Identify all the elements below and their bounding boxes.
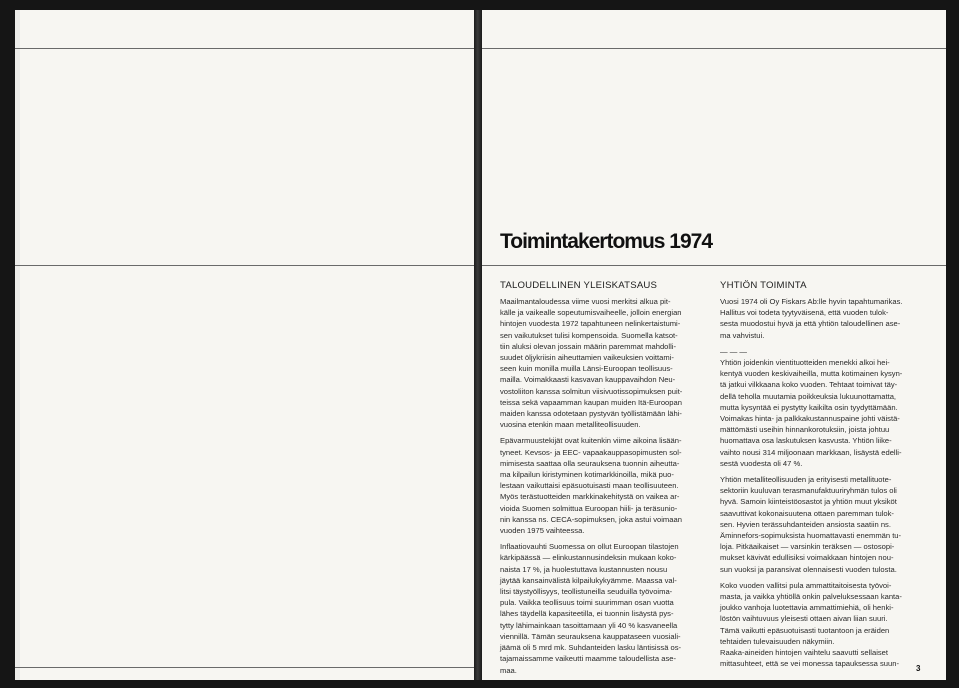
column-company-operations xyxy=(720,280,925,675)
left-bottom-rule xyxy=(15,667,474,668)
page-number: 3 xyxy=(916,664,921,673)
section-heading-economic-overview: TALOUDELLINEN YLEISKATSAUS xyxy=(500,280,658,291)
left-middle-rule xyxy=(15,265,474,266)
book-gutter xyxy=(474,10,482,680)
left-top-rule xyxy=(15,48,474,49)
right-middle-rule xyxy=(482,265,946,266)
paragraph: Epävarmuustekijät ovat kuitenkin viime aikoina lisään- tyneet. Kevsos- ja EEC- vapaakauppasopimusten sol- mimisesta saattaa olla seurauksena tuonnin aiheutta- ma kilpailun kiristyminen kotimarkkinoilla, mikä puo- lestaan vaikuttaisi epäsuotuisasti maan teollisuuteen. Myös terästuotteiden markkinakehitystä on vaikea ar- vioida Suomen solmittua Euroopan hiili- ja teräsunio- nin kanssa ns. CECA-sopimuksen, joka astui voimaan vuoden 1975 vaihteessa. xyxy=(500,436,682,536)
left-page xyxy=(15,10,474,680)
paragraph: Vuosi 1974 oli Oy Fiskars Ab:lle hyvin tapahtumarikas. Hallitus voi todeta tyytyväisenä, että vuoden tulok- sesta muodostui hyvä ja että yhtiön taloudellinen ase- ma vahvistui. xyxy=(720,297,903,340)
paragraph: Koko vuoden vallitsi pula ammattitaitoisesta työvoi- masta, ja vaikka yhtiöllä onkin palveluksessaan kanta- joukko vanhoja luotettavia ammattimiehiä, oli henki- löstön vaihtuvuus yleisesti ottaen aivan liian suuri. Tämä vaikutti epäsuotuisasti tuotantoon ja eräiden tehtaiden tulevaisuuden näkymiin. Raaka-aineiden hintojen vaihtelu saavutti sellaiset mittasuhteet, että se vei monessa tapauksessa suun- xyxy=(720,580,902,669)
page-title: Toimintakertomus 1974 xyxy=(500,230,713,253)
paragraph: Yhtiön metalliteollisuuden ja erityisesti metallituote- sektoriin kuuluvan terasmanufaktuuriryhmän tulos oli hyvä. Samoin kiinteistöosastot ja yhtiön muut yksiköt saavuttivat kokonaisuutena ottaen paremman tulok- sen. Hyvien terässuhdanteiden ansiosta saatiin ns. Äminnefors-sopimuksista huomattavasti enemmän tu- loja. Pitkäaikaiset — varsinkin teräksen — ostosopi- mukset kävivät edullisiksi voimakkaan hintojen nou- sun vuoksi ja paransivat olennaisesti vuoden tulosta. xyxy=(720,475,902,574)
paragraph: Inflaatiovauhti Suomessa on ollut Euroopan tilastojen kärkipäässä — elinkustannusindeksin mukaan koko- naista 17 %, ja huolestuttava kustannusten nousu jäytää kansainvälistä kilpailukykyämme. Maassa val- litsi täystyöllisyys, teollistuneilla seuduilla työvoima- pula. Vaikka teollisuus toimi suurimman osan vuotta lähes täydellä kapasiteetilla, ei tuonnin lisäystä pys- tytty lähimainkaan tasoittamaan yli 40 % kasvaneella viennillä. Tämän seurauksena kauppataseen vuosiali- jäämä oli 5 mrd mk. Suhdanteiden lasku läntisissä os- tajamaissamme vaikeutti maamme taloudellista ase- maa. xyxy=(500,542,682,675)
separator-dashes: — — — xyxy=(720,346,748,356)
right-top-rule xyxy=(482,48,946,49)
paragraph: Yhtiön joidenkin vientituotteiden menekki alkoi hei- kentyä vuoden keskivaiheilla, mutta kotimainen kysyn- tä jatkui vilkkaana koko vuoden. Tehtaat toimivat täy- dellä teholla muutamia poikkeuksia lukuunottamatta, mutta kysyntää ei pystytty kaikilta osin tyydyttämään. Voimakas hinta- ja palkkakustannuspaine johti väistä- mättömästi useihin hinnankorotuksiin, joista johtuu huomattava osa laskutuksen kasvusta. Yhtiön liike- vaihto nousi 314 miljoonaan markkaan, lisäystä edelli- sestä vuodesta oli 47 %. xyxy=(720,358,903,468)
left-page-edge xyxy=(15,10,20,680)
paragraph: Maailmantaloudessa viime vuosi merkitsi alkua pit- källe ja vaikealle sopeutumisvaiheelle, jolloin energian hintojen vuodesta 1972 tapahtuneen nelinkertaistumi- sen vaikutukset tulisi kompensoida. Suomella katsot- tiin aluksi olevan jossain määrin paremmat mahdolli- suudet öljykriisin aiheuttamien vaikeuksien voittami- seen kuin monilla muilla Länsi-Euroopan teollisuus- mailla. Voimakkaasti kasvavan kauppavaihdon Neu- vostoliiton kanssa solmitun viisivuotissopimuksen puit- teissa sekä vapaamman kaupan muiden Itä-Euroopan maiden kanssa odotetaan pystyvän työllistämään lähi- vuosina etenkin maan metalliteollisuuden. xyxy=(500,297,683,430)
column-economic-overview xyxy=(500,280,700,681)
section-heading-company-operations: YHTIÖN TOIMINTA xyxy=(720,280,807,291)
